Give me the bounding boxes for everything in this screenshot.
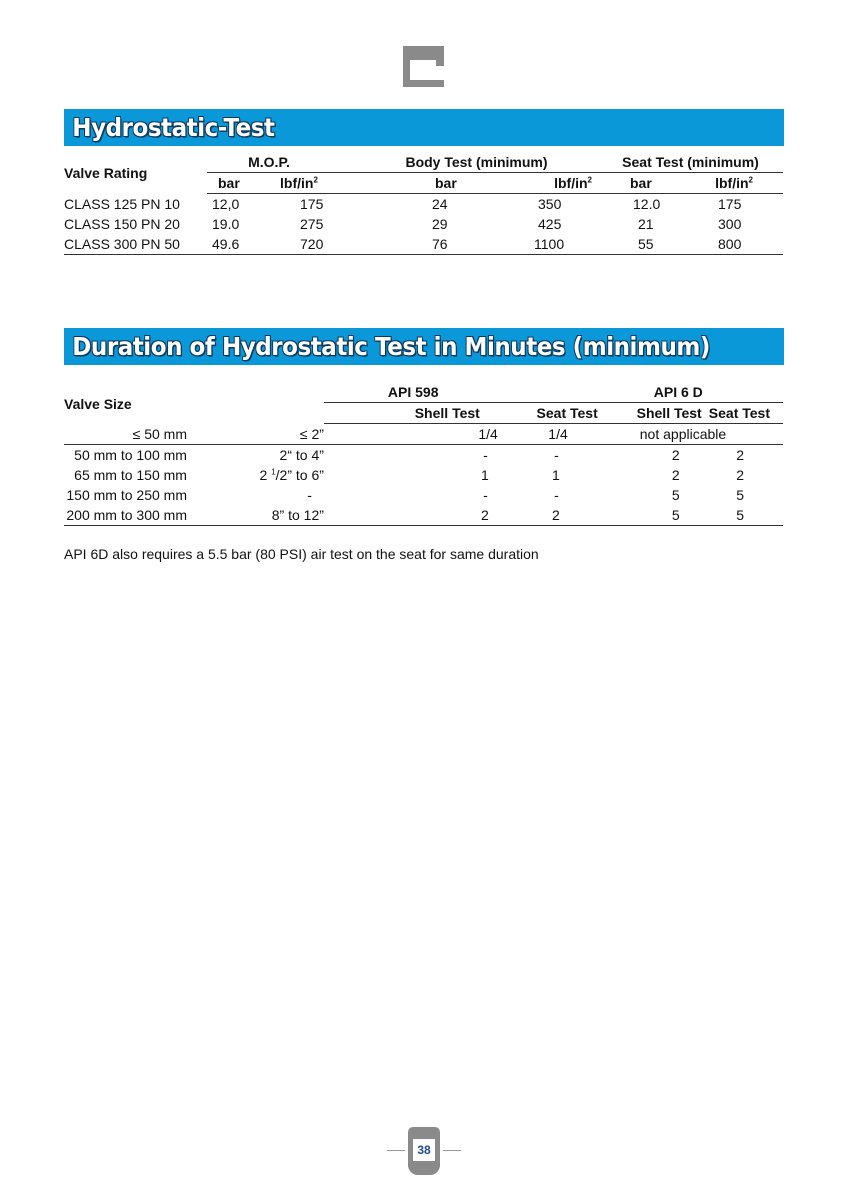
header-valve-rating: Valve Rating xyxy=(64,164,148,181)
cell-api598-seat: - xyxy=(554,447,559,463)
cell-seat-bar: 55 xyxy=(598,234,692,255)
page-footer xyxy=(387,1127,461,1177)
cell-size-mm: 50 mm to 100 mm xyxy=(74,447,187,463)
unit-lbf-text: lbf/in xyxy=(280,175,314,191)
cell-api598-shell: - xyxy=(483,447,488,463)
header-valve-size: Valve Size xyxy=(64,395,132,412)
table-row xyxy=(64,194,783,215)
header-shell-test: Shell Test xyxy=(324,403,499,424)
cell-api598-seat: - xyxy=(554,487,559,503)
header-shell-test: Shell Test xyxy=(599,403,709,424)
cell-size-inch xyxy=(189,465,324,485)
cell-size-mm: 65 mm to 150 mm xyxy=(74,467,187,483)
header-mop: M.O.P. xyxy=(207,152,355,173)
cell-size-inch: 8” to 12” xyxy=(189,505,324,526)
section-title: Duration of Hydrostatic Test in Minutes (minimum) xyxy=(72,332,710,361)
table-header-row xyxy=(64,382,783,403)
cell-seat-bar: 21 xyxy=(638,216,654,232)
cell-seat-bar: 12.0 xyxy=(633,196,661,212)
cell-mop-lbf: 275 xyxy=(300,216,324,232)
cell-api6d-seat: 2 xyxy=(736,447,744,463)
cell-api6d-seat: 5 xyxy=(709,505,783,526)
unit-sup: 2 xyxy=(313,175,318,185)
table-row xyxy=(64,485,783,505)
cell-api598-shell: 1/4 xyxy=(324,424,499,445)
unit-sup: 2 xyxy=(748,175,753,185)
cell-api598-seat: 1 xyxy=(551,467,560,483)
cell-mop-bar: 12,0 xyxy=(212,196,240,212)
cell-mop-bar: 49.6 xyxy=(207,234,260,255)
cell-body-bar: 24 xyxy=(432,196,448,212)
footer-divider xyxy=(387,1150,405,1151)
unit-lbf-text: lbf/in xyxy=(715,175,749,191)
header-body-test: Body Test (minimum) xyxy=(355,152,598,173)
table-header-row xyxy=(64,152,783,173)
header-seat-test: Seat Test xyxy=(499,403,599,424)
cell-api6d-shell: 2 xyxy=(671,467,680,483)
cell-size-mm: 150 mm to 250 mm xyxy=(66,487,187,503)
cell-not-applicable: not applicable xyxy=(599,424,783,445)
unit-bar: bar xyxy=(207,173,260,194)
cell-body-lbf: 425 xyxy=(538,216,562,232)
inch-fraction-sup: 1 xyxy=(271,467,276,477)
page-number-tab xyxy=(408,1127,440,1175)
cell-body-lbf: 1100 xyxy=(492,234,598,255)
test-duration-table xyxy=(64,382,783,526)
cell-api598-shell: 2 xyxy=(324,505,499,526)
hydrostatic-test-table xyxy=(64,152,783,255)
cell-size-inch: ≤ 2” xyxy=(189,424,324,445)
cell-rating: CLASS 125 PN 10 xyxy=(64,195,180,212)
cell-api6d-seat: 5 xyxy=(736,487,744,503)
table-row xyxy=(64,465,783,485)
cell-mop-bar: 19.0 xyxy=(212,216,240,232)
cell-body-bar: 29 xyxy=(432,216,448,232)
footnote: API 6D also requires a 5.5 bar (80 PSI) air test on the seat for same duration xyxy=(64,546,539,562)
header-seat-test: Seat Test xyxy=(709,403,783,424)
header-api6d: API 6 D xyxy=(599,382,783,403)
cell-api6d-shell: 2 xyxy=(671,447,680,463)
section-banner-hydrostatic-test xyxy=(64,109,784,146)
table-row xyxy=(64,234,783,255)
cell-body-lbf: 350 xyxy=(538,196,562,212)
cell-size-inch: - xyxy=(307,487,312,503)
cell-size-mm: 200 mm to 300 mm xyxy=(64,505,189,526)
footer-divider xyxy=(443,1150,461,1151)
cell-api6d-seat: 2 xyxy=(736,467,744,483)
cell-api6d-shell: 5 xyxy=(671,487,680,503)
cell-seat-lbf: 300 xyxy=(718,216,742,232)
unit-sup: 2 xyxy=(587,175,592,185)
table-row xyxy=(64,424,783,445)
cell-size-mm: ≤ 50 mm xyxy=(64,424,189,445)
unit-lbf-text: lbf/in xyxy=(554,175,588,191)
header-api598: API 598 xyxy=(324,382,599,403)
cell-mop-lbf: 175 xyxy=(300,196,324,212)
cell-rating: CLASS 300 PN 50 xyxy=(64,234,207,255)
unit-bar: bar xyxy=(598,173,692,194)
cell-mop-lbf: 720 xyxy=(260,234,355,255)
cell-seat-lbf: 800 xyxy=(692,234,783,255)
cell-api598-seat: 1/4 xyxy=(499,424,599,445)
cell-size-inch: 2“ to 4” xyxy=(279,447,324,463)
company-logo-icon xyxy=(403,46,444,87)
cell-body-bar: 76 xyxy=(355,234,492,255)
inch-whole: 2 xyxy=(259,467,272,483)
cell-api598-shell: - xyxy=(483,487,488,503)
cell-rating: CLASS 150 PN 20 xyxy=(64,216,180,232)
header-seat-test: Seat Test (minimum) xyxy=(598,152,783,173)
unit-lbf xyxy=(492,173,598,194)
unit-lbf xyxy=(260,173,355,194)
inch-rest: /2” to 6” xyxy=(275,467,324,483)
table-row xyxy=(64,445,783,466)
table-row xyxy=(64,214,783,234)
cell-api598-shell: 1 xyxy=(481,467,489,483)
section-title: Hydrostatic-Test xyxy=(72,113,275,142)
cell-api598-seat: 2 xyxy=(499,505,599,526)
unit-bar: bar xyxy=(355,173,492,194)
table-row xyxy=(64,505,783,526)
cell-api6d-shell: 5 xyxy=(599,505,709,526)
unit-lbf xyxy=(692,173,783,194)
page-number: 38 xyxy=(413,1139,435,1161)
section-banner-duration xyxy=(64,328,784,365)
cell-seat-lbf: 175 xyxy=(718,196,742,212)
